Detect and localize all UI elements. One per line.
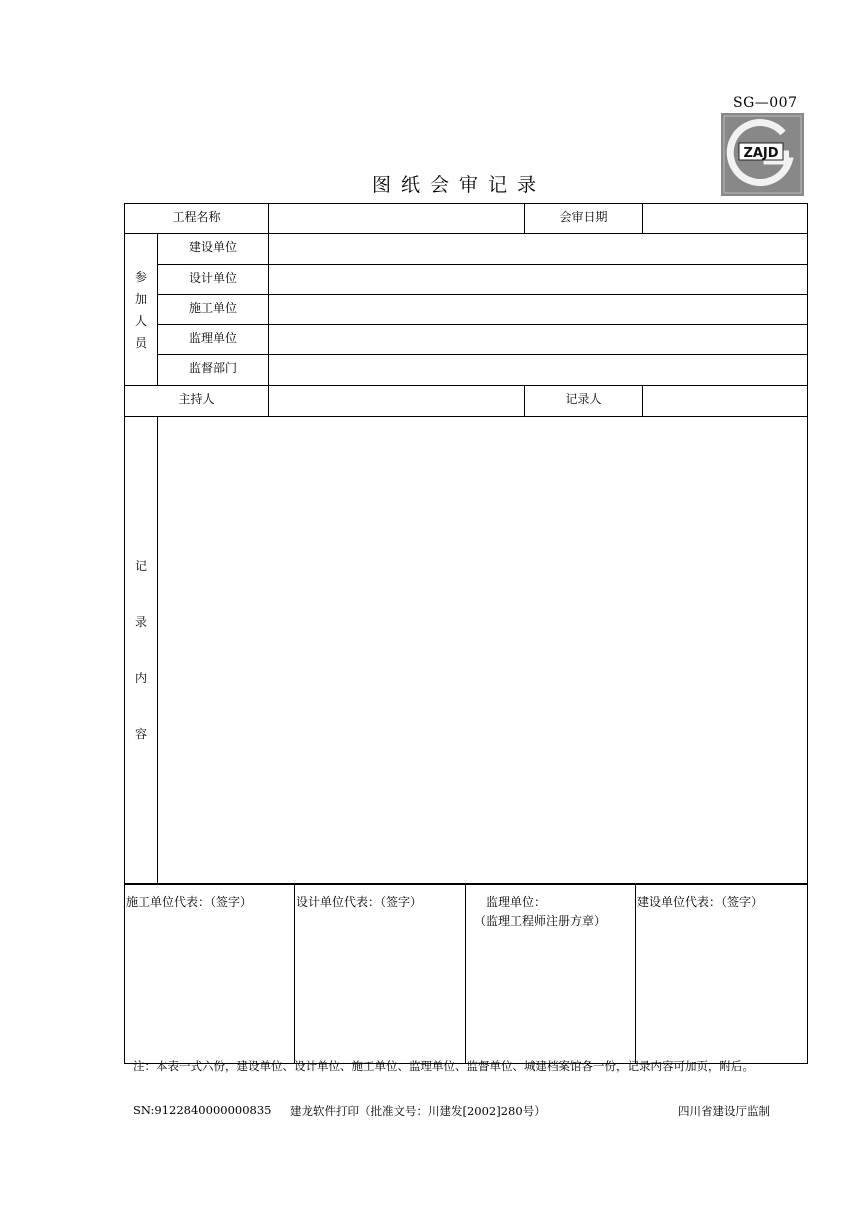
record-content-label bbox=[125, 417, 158, 884]
participant-field-supervision[interactable] bbox=[269, 325, 808, 355]
logo-text: ZAJD bbox=[743, 146, 779, 161]
project-row bbox=[125, 204, 808, 234]
construction-rep-label: 施工单位代表：（签字） bbox=[126, 895, 253, 909]
participant-field-oversight[interactable] bbox=[269, 355, 808, 386]
owner-signature-box[interactable] bbox=[636, 885, 808, 1064]
recorder-field[interactable] bbox=[643, 386, 808, 417]
host-label: 主持人 bbox=[125, 386, 269, 417]
participants-label bbox=[125, 234, 158, 386]
participant-row bbox=[125, 234, 808, 265]
host-field[interactable] bbox=[269, 386, 525, 417]
participant-label-oversight: 监督部门 bbox=[158, 355, 269, 386]
supervision-unit-label: 监理单位： bbox=[486, 895, 547, 909]
record-content-label-char: 内 bbox=[134, 671, 147, 685]
project-name-label: 工程名称 bbox=[125, 204, 269, 234]
host-row bbox=[125, 386, 808, 417]
participants-label-char: 参 bbox=[134, 269, 147, 284]
participant-field-owner[interactable] bbox=[269, 234, 808, 265]
participants-label-char: 员 bbox=[134, 335, 147, 350]
participants-label-char: 加 bbox=[134, 291, 147, 306]
review-date-field[interactable] bbox=[643, 204, 808, 234]
review-date-label: 会审日期 bbox=[525, 204, 643, 234]
form-code: SG—007 bbox=[733, 95, 798, 111]
record-content-label-char: 容 bbox=[134, 727, 147, 741]
participant-row bbox=[125, 265, 808, 295]
participant-field-construction[interactable] bbox=[269, 295, 808, 325]
signature-table bbox=[124, 884, 808, 1064]
owner-rep-label: 建设单位代表：（签字） bbox=[637, 895, 764, 909]
review-form-table bbox=[124, 203, 808, 884]
record-content-label-char: 录 bbox=[134, 615, 147, 629]
participant-label-owner: 建设单位 bbox=[158, 234, 269, 265]
print-info: 建龙软件打印（批准文号：川建发[2002]280号） bbox=[290, 1104, 546, 1118]
design-signature-box[interactable] bbox=[295, 885, 466, 1064]
zajd-logo bbox=[721, 113, 804, 196]
supervision-stamp-label: （监理工程师注册方章） bbox=[474, 914, 607, 928]
design-rep-label: 设计单位代表：（签字） bbox=[296, 895, 423, 909]
recorder-label: 记录人 bbox=[525, 386, 643, 417]
project-name-field[interactable] bbox=[269, 204, 525, 234]
participant-label-construction: 施工单位 bbox=[158, 295, 269, 325]
signature-row bbox=[125, 885, 808, 1064]
participant-label-design: 设计单位 bbox=[158, 265, 269, 295]
issuing-authority: 四川省建设厅监制 bbox=[678, 1104, 770, 1118]
participant-row bbox=[125, 325, 808, 355]
record-content-row bbox=[125, 417, 808, 884]
footer-note: 注：本表一式六份，建设单位、设计单位、施工单位、监理单位、监督单位、城建档案馆各一份，记录内容可加页，附后。 bbox=[133, 1059, 754, 1073]
participant-label-supervision: 监理单位 bbox=[158, 325, 269, 355]
participant-row bbox=[125, 355, 808, 386]
serial-number: SN:9122840000000835 bbox=[133, 1103, 272, 1117]
participant-field-design[interactable] bbox=[269, 265, 808, 295]
record-content-label-char: 记 bbox=[134, 559, 147, 573]
supervision-signature-box[interactable] bbox=[466, 885, 636, 1064]
construction-signature-box[interactable] bbox=[125, 885, 295, 1064]
form-title: 图纸会审记录 bbox=[372, 174, 547, 196]
participants-label-char: 人 bbox=[134, 313, 147, 328]
zajd-logo-graphic bbox=[721, 113, 804, 196]
participant-row bbox=[125, 295, 808, 325]
record-content-field[interactable] bbox=[158, 417, 808, 884]
